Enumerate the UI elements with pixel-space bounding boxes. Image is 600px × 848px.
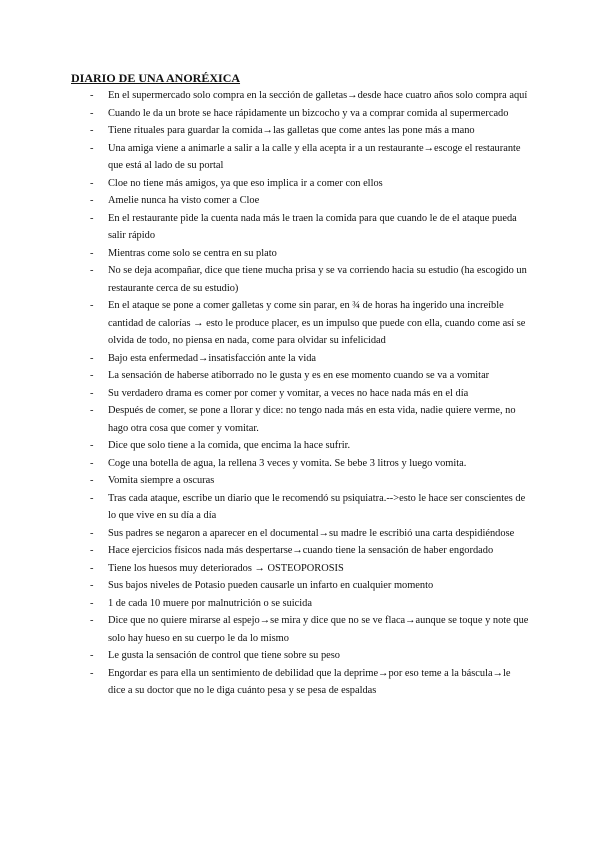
bullet-dash: - [90,125,94,136]
list-item [90,595,530,613]
list-item [90,665,530,700]
list-item-text: Vomita siempre a oscuras [108,475,215,486]
bullet-dash: - [90,370,94,381]
list-item-text: Hace ejercicios físicos nada más despertarse→cuando tiene la sensación de haber engordado [108,545,494,556]
list-item-text: En el ataque se pone a comer galletas y come sin parar, en ¾ de horas ha ingerido una increíble cantidad de calorías → esto le produce placer, es un impulso que puede con ella, cuando come así se olvida de todo, no piensa en nada, come para olvidar su infelicidad [108,300,526,346]
bullet-dash: - [90,650,94,661]
list-item-text: Dice que solo tiene a la comida, que encima la hace sufrir. [108,440,351,451]
list-item-text: En el restaurante pide la cuenta nada más le traen la comida para que cuando le de el ataque pueda salir rápido [108,212,517,241]
list-item-text: Sus padres se negaron a aparecer en el documental→su madre le escribió una carta despidiéndose [108,527,515,539]
list-item-text: No se deja acompañar, dice que tiene mucha prisa y se va corriendo hacia su estudio (ha escogido un restaurante cerca de su estudio) [108,265,527,294]
bullet-dash: - [90,142,94,154]
bullet-list [90,87,530,700]
list-item [90,385,530,403]
bullet-dash: - [90,212,94,224]
list-item [90,262,530,297]
bullet-dash: - [90,405,94,416]
list-item [90,490,530,525]
list-item-text: La sensación de haberse atiborrado no le gusta y es en ese momento cuando se va a vomitar [108,370,490,381]
list-item-text: Coge una botella de agua, la rellena 3 veces y vomita. Se bebe 3 litros y luego vomita. [108,457,467,469]
list-item [90,455,530,473]
bullet-dash: - [90,107,94,119]
bullet-dash: - [90,667,94,679]
list-item [90,402,530,437]
list-item-text: Dice que no quiere mirarse al espejo→se mira y dice que no se ve flaca→aunque se toque y note que solo hay hueso en su cuerpo le da lo mismo [108,615,529,644]
bullet-dash: - [90,597,94,609]
bullet-dash: - [90,90,94,101]
bullet-dash: - [90,492,94,504]
document-title: DIARIO DE UNA ANORÉXICA [71,71,241,85]
bullet-dash: - [90,352,94,364]
list-item-text: Tras cada ataque, escribe un diario que le recomendó su psiquiatra.-->esto le hace ser conscientes de lo que vive en su día a día [108,492,526,521]
list-item [90,105,530,123]
list-item-text: Cloe no tiene más amigos, ya que eso implica ir a comer con ellos [108,177,383,189]
list-item-text: Engordar es para ella un sentimiento de debilidad que la deprime→por eso teme a la báscula→le dice a su doctor que no le diga cuánto pesa y se pesa de espaldas [108,667,511,696]
bullet-dash: - [90,247,94,259]
bullet-dash: - [90,177,94,189]
bullet-dash: - [90,387,94,399]
list-item [90,647,530,665]
bullet-dash: - [90,195,94,206]
list-item-text: Sus bajos niveles de Potasio pueden causarle un infarto en cualquier momento [108,580,434,591]
list-item [90,367,530,385]
bullet-dash: - [90,440,94,451]
bullet-dash: - [90,475,94,486]
list-item-text: Le gusta la sensación de control que tiene sobre su peso [108,650,340,661]
list-item-text: 1 de cada 10 muere por malnutrición o se suicida [108,597,312,609]
bullet-dash: - [90,562,94,574]
list-item [90,437,530,455]
list-item [90,122,530,140]
list-item [90,350,530,368]
bullet-dash: - [90,545,94,556]
list-item-text: Una amiga viene a animarle a salir a la calle y ella acepta ir a un restaurante→escoge el restaurante que está al lado de su portal [108,142,521,171]
list-item-text: Bajo esta enfermedad→insatisfacción ante la vida [108,352,317,364]
list-item-text: Su verdadero drama es comer por comer y vomitar, a veces no hace nada más en el día [108,387,469,399]
list-item [90,140,530,175]
bullet-dash: - [90,580,94,591]
bullet-dash: - [90,527,94,539]
list-item-text: Después de comer, se pone a llorar y dice: no tengo nada más en esta vida, nadie quiere verme, no hago otra cosa que comer y vomitar. [108,405,516,434]
list-item [90,542,530,560]
list-item [90,87,530,105]
list-item [90,525,530,543]
list-item [90,297,530,350]
list-item-text: Tiene los huesos muy deteriorados → OSTEOPOROSIS [108,562,344,574]
list-item-text: Mientras come solo se centra en su plato [108,247,277,259]
bullet-dash: - [90,615,94,626]
bullet-dash: - [90,457,94,469]
list-item [90,577,530,595]
list-item-text: Amelie nunca ha visto comer a Cloe [108,195,260,206]
list-item-text: Cuando le da un brote se hace rápidamente un bizcocho y va a comprar comida al supermercado [108,107,509,119]
list-item [90,245,530,263]
list-item-text: En el supermercado solo compra en la sección de galletas→desde hace cuatro años solo compra aquí [108,90,528,101]
bullet-dash: - [90,265,94,276]
list-item [90,472,530,490]
list-item [90,192,530,210]
list-item [90,612,530,647]
list-item [90,560,530,578]
list-item-text: Tiene rituales para guardar la comida→las galletas que come antes las pone más a mano [108,125,475,136]
bullet-dash: - [90,300,94,311]
list-item [90,175,530,193]
list-item [90,210,530,245]
